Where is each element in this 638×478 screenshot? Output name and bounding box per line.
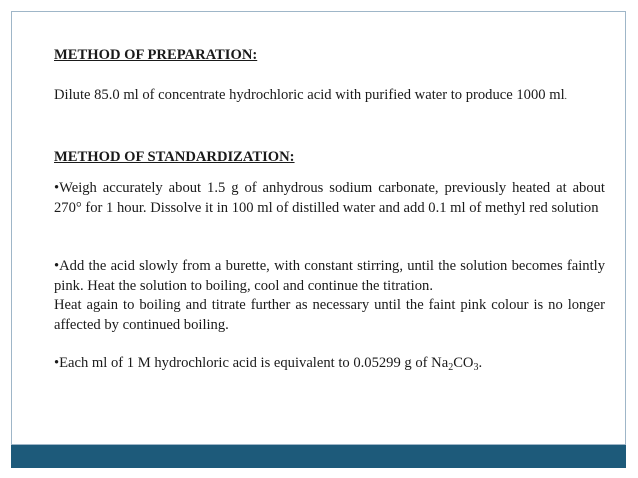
step-3-prefix: •Each ml of 1 M hydrochloric acid is equivalent to 0.05299 g of Na — [54, 355, 449, 371]
preparation-text-main: Dilute 85.0 ml of concentrate hydrochloric acid with purified water to produce 1000 ml — [54, 87, 565, 103]
step-3-co: CO — [453, 355, 474, 371]
preparation-heading: METHOD OF PREPARATION: — [54, 47, 258, 63]
slide-frame — [11, 11, 626, 445]
standardization-step-2-continued: Heat again to boiling and titrate further as necessary until the faint pink colour is no longer affected by continued boiling. — [54, 297, 605, 333]
standardization-step-2: •Add the acid slowly from a burette, with constant stirring, until the solution becomes faintly pink. Heat the solution to boiling, cool and continue the titration. — [54, 258, 605, 294]
standardization-step-3 — [54, 354, 605, 374]
step-3-subscript-3: 3 — [473, 362, 479, 373]
standardization-heading: METHOD OF STANDARDIZATION: — [54, 149, 295, 165]
standardization-step-1: •Weigh accurately about 1.5 g of anhydrous sodium carbonate, previously heated at about 270° for 1 hour. Dissolve it in 100 ml of distilled water and add 0.1 ml of methyl red solution — [54, 180, 605, 216]
preparation-text — [54, 86, 605, 107]
footer-bar — [11, 445, 626, 468]
preparation-text-end: . — [564, 91, 567, 101]
step-3-suffix: . — [478, 355, 483, 371]
step-3-subscript-2: 2 — [448, 362, 454, 373]
